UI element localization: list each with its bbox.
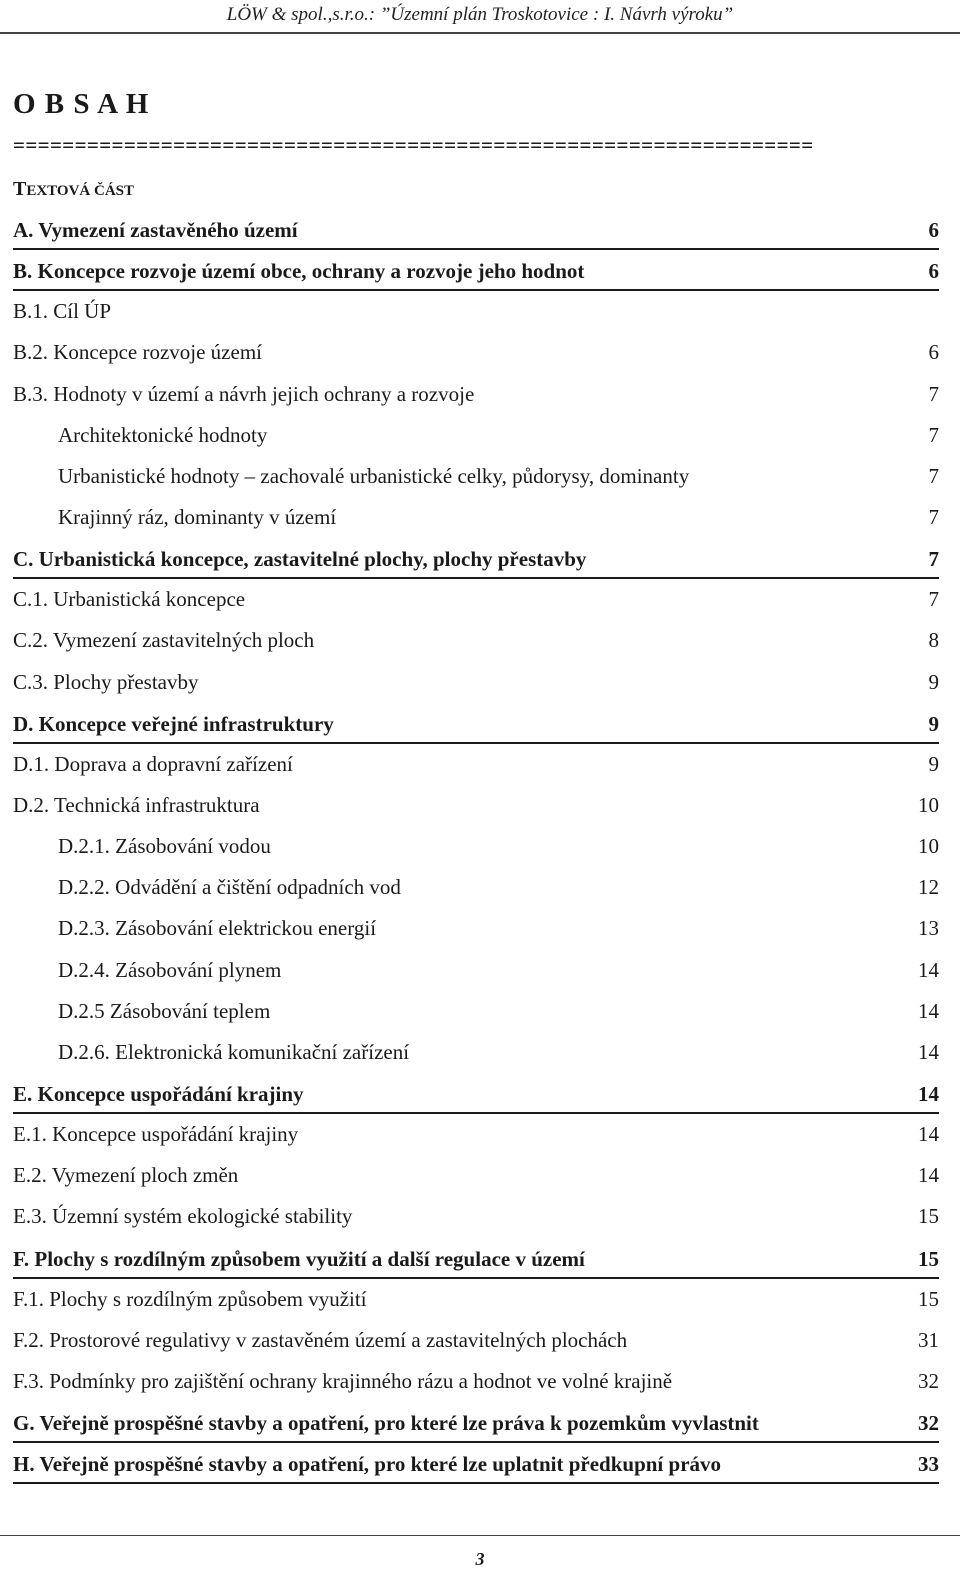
- footer-rule: [0, 1535, 960, 1536]
- toc-entry-page: 10: [918, 793, 939, 818]
- toc-entry-page: 6: [928, 259, 939, 284]
- toc-entry[interactable]: [13, 332, 939, 373]
- separator-line: =================================================================: [13, 133, 814, 157]
- toc-entry-label: D.2.6. Elektronická komunikační zařízení: [58, 1039, 410, 1064]
- toc-entry-page: 7: [928, 463, 939, 488]
- toc-entry-label: H. Veřejně prospěšné stavby a opatření, pro které lze uplatnit předkupní právo: [13, 1452, 722, 1477]
- toc-entry[interactable]: [13, 620, 939, 661]
- toc-entry-page: 14: [918, 1082, 939, 1107]
- section-heading-initial: T: [13, 178, 27, 200]
- toc-entry-label: E. Koncepce uspořádání krajiny: [13, 1082, 304, 1107]
- toc-entry-page: 13: [918, 916, 939, 941]
- toc-entry-label: C.1. Urbanistická koncepce: [13, 587, 246, 612]
- toc-entry-label: E.3. Územní systém ekologické stability: [13, 1204, 353, 1229]
- toc-entry-label: C.2. Vymezení zastavitelných ploch: [13, 628, 315, 653]
- toc-entry-page: 15: [918, 1204, 939, 1229]
- section-heading: [13, 176, 134, 204]
- toc-entry[interactable]: [13, 209, 939, 250]
- toc-entry[interactable]: [13, 250, 939, 291]
- toc-entry[interactable]: [13, 662, 939, 703]
- toc-entry[interactable]: [13, 785, 939, 826]
- toc-entry-page: 14: [918, 1163, 939, 1188]
- toc-entry-label: C. Urbanistická koncepce, zastavitelné plochy, plochy přestavby: [13, 547, 587, 572]
- toc-entry[interactable]: [13, 415, 939, 456]
- toc-entry-page: 12: [918, 875, 939, 900]
- toc-entry-label: F.3. Podmínky pro zajištění ochrany krajinného rázu a hodnot ve volné krajině: [13, 1369, 673, 1393]
- toc-entry[interactable]: [13, 1443, 939, 1484]
- toc-entry[interactable]: [13, 1155, 939, 1196]
- toc-entry-label: B.3. Hodnoty v území a návrh jejich ochrany a rozvoje: [13, 381, 475, 406]
- page-title: O B S A H: [13, 88, 150, 120]
- toc-entry-page: 7: [928, 587, 939, 612]
- toc-entry-label: D.2.3. Zásobování elektrickou energií: [58, 916, 377, 941]
- toc-entry-page: 14: [918, 1039, 939, 1064]
- toc-entry[interactable]: [13, 1361, 939, 1402]
- toc-entry[interactable]: [13, 497, 939, 538]
- toc-entry-label: Architektonické hodnoty: [58, 422, 268, 447]
- toc-entry[interactable]: [13, 1320, 939, 1361]
- table-of-contents: [13, 209, 939, 1484]
- toc-entry-page: 14: [918, 998, 939, 1023]
- toc-entry-page: 9: [928, 669, 939, 694]
- toc-entry[interactable]: [13, 1238, 939, 1279]
- toc-entry-label: B.1. Cíl ÚP: [13, 299, 112, 324]
- toc-entry-label: D.2.5 Zásobování teplem: [58, 998, 271, 1023]
- toc-entry-page: 6: [928, 218, 939, 243]
- toc-entry-page: 9: [928, 751, 939, 776]
- toc-entry-page: 31: [918, 1327, 939, 1352]
- toc-entry-page: 14: [918, 1122, 939, 1147]
- toc-entry-page: 7: [928, 547, 939, 572]
- toc-entry-page: 8: [928, 628, 939, 653]
- toc-entry[interactable]: [13, 291, 939, 332]
- toc-entry[interactable]: [13, 1279, 939, 1320]
- toc-entry[interactable]: [13, 703, 939, 744]
- toc-entry[interactable]: [13, 1073, 939, 1114]
- toc-entry-label: D.2. Technická infrastruktura: [13, 793, 260, 818]
- toc-entry-label: E.1. Koncepce uspořádání krajiny: [13, 1122, 299, 1147]
- toc-entry-label: Krajinný ráz, dominanty v území: [58, 505, 337, 530]
- header-rule: [0, 32, 960, 34]
- toc-entry-label: A. Vymezení zastavěného území: [13, 218, 298, 243]
- running-header: LÖW & spol.,s.r.o.: ”Územní plán Troskotovice : I. Návrh výroku”: [226, 4, 734, 25]
- toc-entry[interactable]: [13, 579, 939, 620]
- toc-entry-page: 32: [918, 1411, 939, 1436]
- toc-entry-page: 15: [918, 1246, 939, 1271]
- toc-entry-page: 15: [918, 1286, 939, 1311]
- toc-entry[interactable]: [13, 826, 939, 867]
- toc-entry-page: 9: [928, 711, 939, 736]
- toc-entry[interactable]: [13, 1196, 939, 1237]
- toc-entry-page: 6: [928, 340, 939, 365]
- toc-entry[interactable]: [13, 456, 939, 497]
- toc-entry[interactable]: [13, 744, 939, 785]
- toc-entry[interactable]: [13, 950, 939, 991]
- toc-entry-label: G. Veřejně prospěšné stavby a opatření, pro které lze práva k pozemkům vyvlastnit: [13, 1411, 759, 1436]
- toc-entry[interactable]: [13, 1114, 939, 1155]
- toc-entry[interactable]: [13, 908, 939, 949]
- toc-entry[interactable]: [13, 991, 939, 1032]
- toc-entry-label: D. Koncepce veřejné infrastruktury: [13, 711, 334, 736]
- toc-entry-page: 7: [928, 505, 939, 530]
- toc-entry-label: D.1. Doprava a dopravní zařízení: [13, 751, 293, 776]
- toc-entry[interactable]: [13, 538, 939, 579]
- toc-entry[interactable]: [13, 374, 939, 415]
- toc-entry-label: D.2.2. Odvádění a čištění odpadních vod: [58, 875, 401, 900]
- toc-entry[interactable]: [13, 867, 939, 908]
- toc-entry-label: Urbanistické hodnoty – zachovalé urbanistické celky, půdorysy, dominanty: [58, 463, 690, 488]
- toc-entry-page: 14: [918, 957, 939, 982]
- section-heading-rest: EXTOVÁ ČÁST: [26, 183, 135, 199]
- toc-entry-label: E.2. Vymezení ploch změn: [13, 1163, 239, 1188]
- toc-entry-page: 32: [918, 1369, 939, 1393]
- toc-entry-page: 7: [928, 381, 939, 406]
- toc-entry-label: C.3. Plochy přestavby: [13, 669, 199, 694]
- toc-entry[interactable]: [13, 1402, 939, 1443]
- toc-entry-label: D.2.4. Zásobování plynem: [58, 957, 282, 982]
- page-number: 3: [475, 1549, 485, 1569]
- toc-entry[interactable]: [13, 1032, 939, 1073]
- toc-entry-page: 33: [918, 1452, 939, 1477]
- toc-entry-label: B.2. Koncepce rozvoje území: [13, 340, 262, 365]
- toc-entry-label: F.1. Plochy s rozdílným způsobem využití: [13, 1286, 367, 1311]
- toc-entry-page: 10: [918, 834, 939, 859]
- toc-entry-label: F.2. Prostorové regulativy v zastavěném území a zastavitelných plochách: [13, 1327, 628, 1352]
- toc-entry-label: D.2.1. Zásobování vodou: [58, 834, 271, 859]
- toc-entry-page: 7: [928, 422, 939, 447]
- toc-entry-label: B. Koncepce rozvoje území obce, ochrany a rozvoje jeho hodnot: [13, 259, 585, 284]
- toc-entry-label: F. Plochy s rozdílným způsobem využití a další regulace v území: [13, 1246, 585, 1271]
